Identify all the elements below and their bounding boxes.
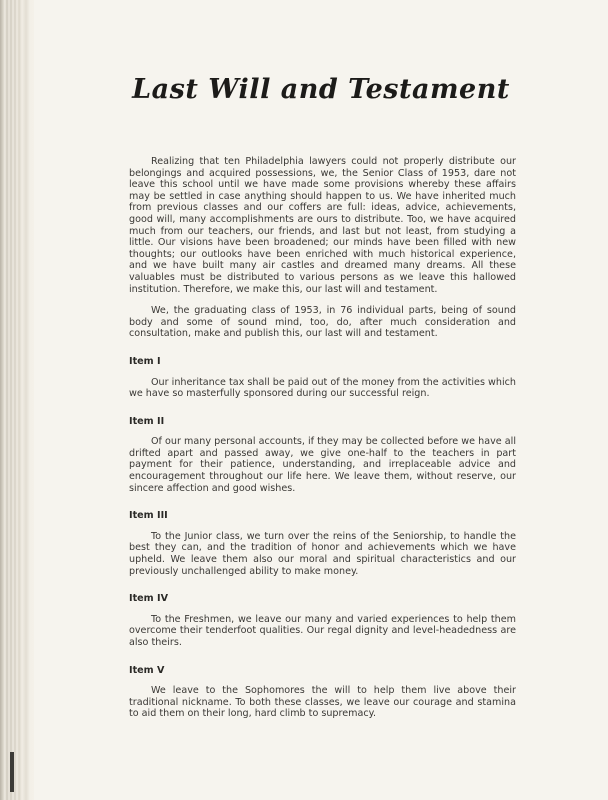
- item-text: We leave to the Sophomores the will to help them live above their traditional nickname. To both these classes, we leave our courage and stamina to aid them on their long, hard climb to supremacy.: [129, 685, 516, 720]
- document-page: [34, 0, 608, 800]
- binding-mark: [10, 752, 14, 792]
- intro-paragraph-2: We, the graduating class of 1953, in 76 individual parts, being of sound body and some of sound mind, too, do, after much consideration and consultation, make and publish this, our last will and testament.: [129, 305, 516, 340]
- item-text: To the Freshmen, we leave our many and varied experiences to help them overcome their tenderfoot qualities. Our regal dignity and level-headedness are also theirs.: [129, 613, 516, 648]
- intro-paragraph-1: Realizing that ten Philadelphia lawyers could not properly distribute our belongings and acquired possessions, we, the Senior Class of 1953, dare not leave this school until we have made some provisions whereby these affairs may be settled in case anything should happen to us. We have inherited much from previous classes and our coffers are full: ideas, advice, achievements, good will, many accomplishments are ours to distribute. Too, we have acquired much from our teachers, our friends, and last but not least, from studying a little. Our visions have been broadened; our minds have been filled with new thoughts; our outlooks have been enriched with much historical experience, and we have built many air castles and dreamed many dreams. All these valuables must be distributed to various persons as we leave this hallowed institution. Therefore, we make this, our last will and testament.: [129, 156, 516, 295]
- item-heading: Item III: [129, 510, 168, 522]
- page-title: Last Will and Testament: [132, 74, 510, 105]
- item-text: Our inheritance tax shall be paid out of the money from the activities which we have so masterfully sponsored during our successful reign.: [129, 376, 516, 400]
- item-heading: Item IV: [129, 593, 168, 605]
- item-text: Of our many personal accounts, if they may be collected before we have all drifted apart and passed away, we give one-half to the teachers in part payment for their patience, understanding, and irreplaceable advice and encouragement throughout our life here. We leave them, without reserve, our sincere affection and good wishes.: [129, 436, 516, 494]
- item-text: To the Junior class, we turn over the reins of the Seniorship, to handle the best they can, and the tradition of honor and achievements which we have upheld. We leave them also our moral and spiritual characteristics and our previously unchallenged ability to make money.: [129, 530, 516, 577]
- document-body: [129, 156, 516, 720]
- item-heading: Item V: [129, 664, 165, 676]
- item-heading: Item II: [129, 415, 165, 427]
- book-page-edges: [0, 0, 34, 800]
- item-heading: Item I: [129, 355, 161, 367]
